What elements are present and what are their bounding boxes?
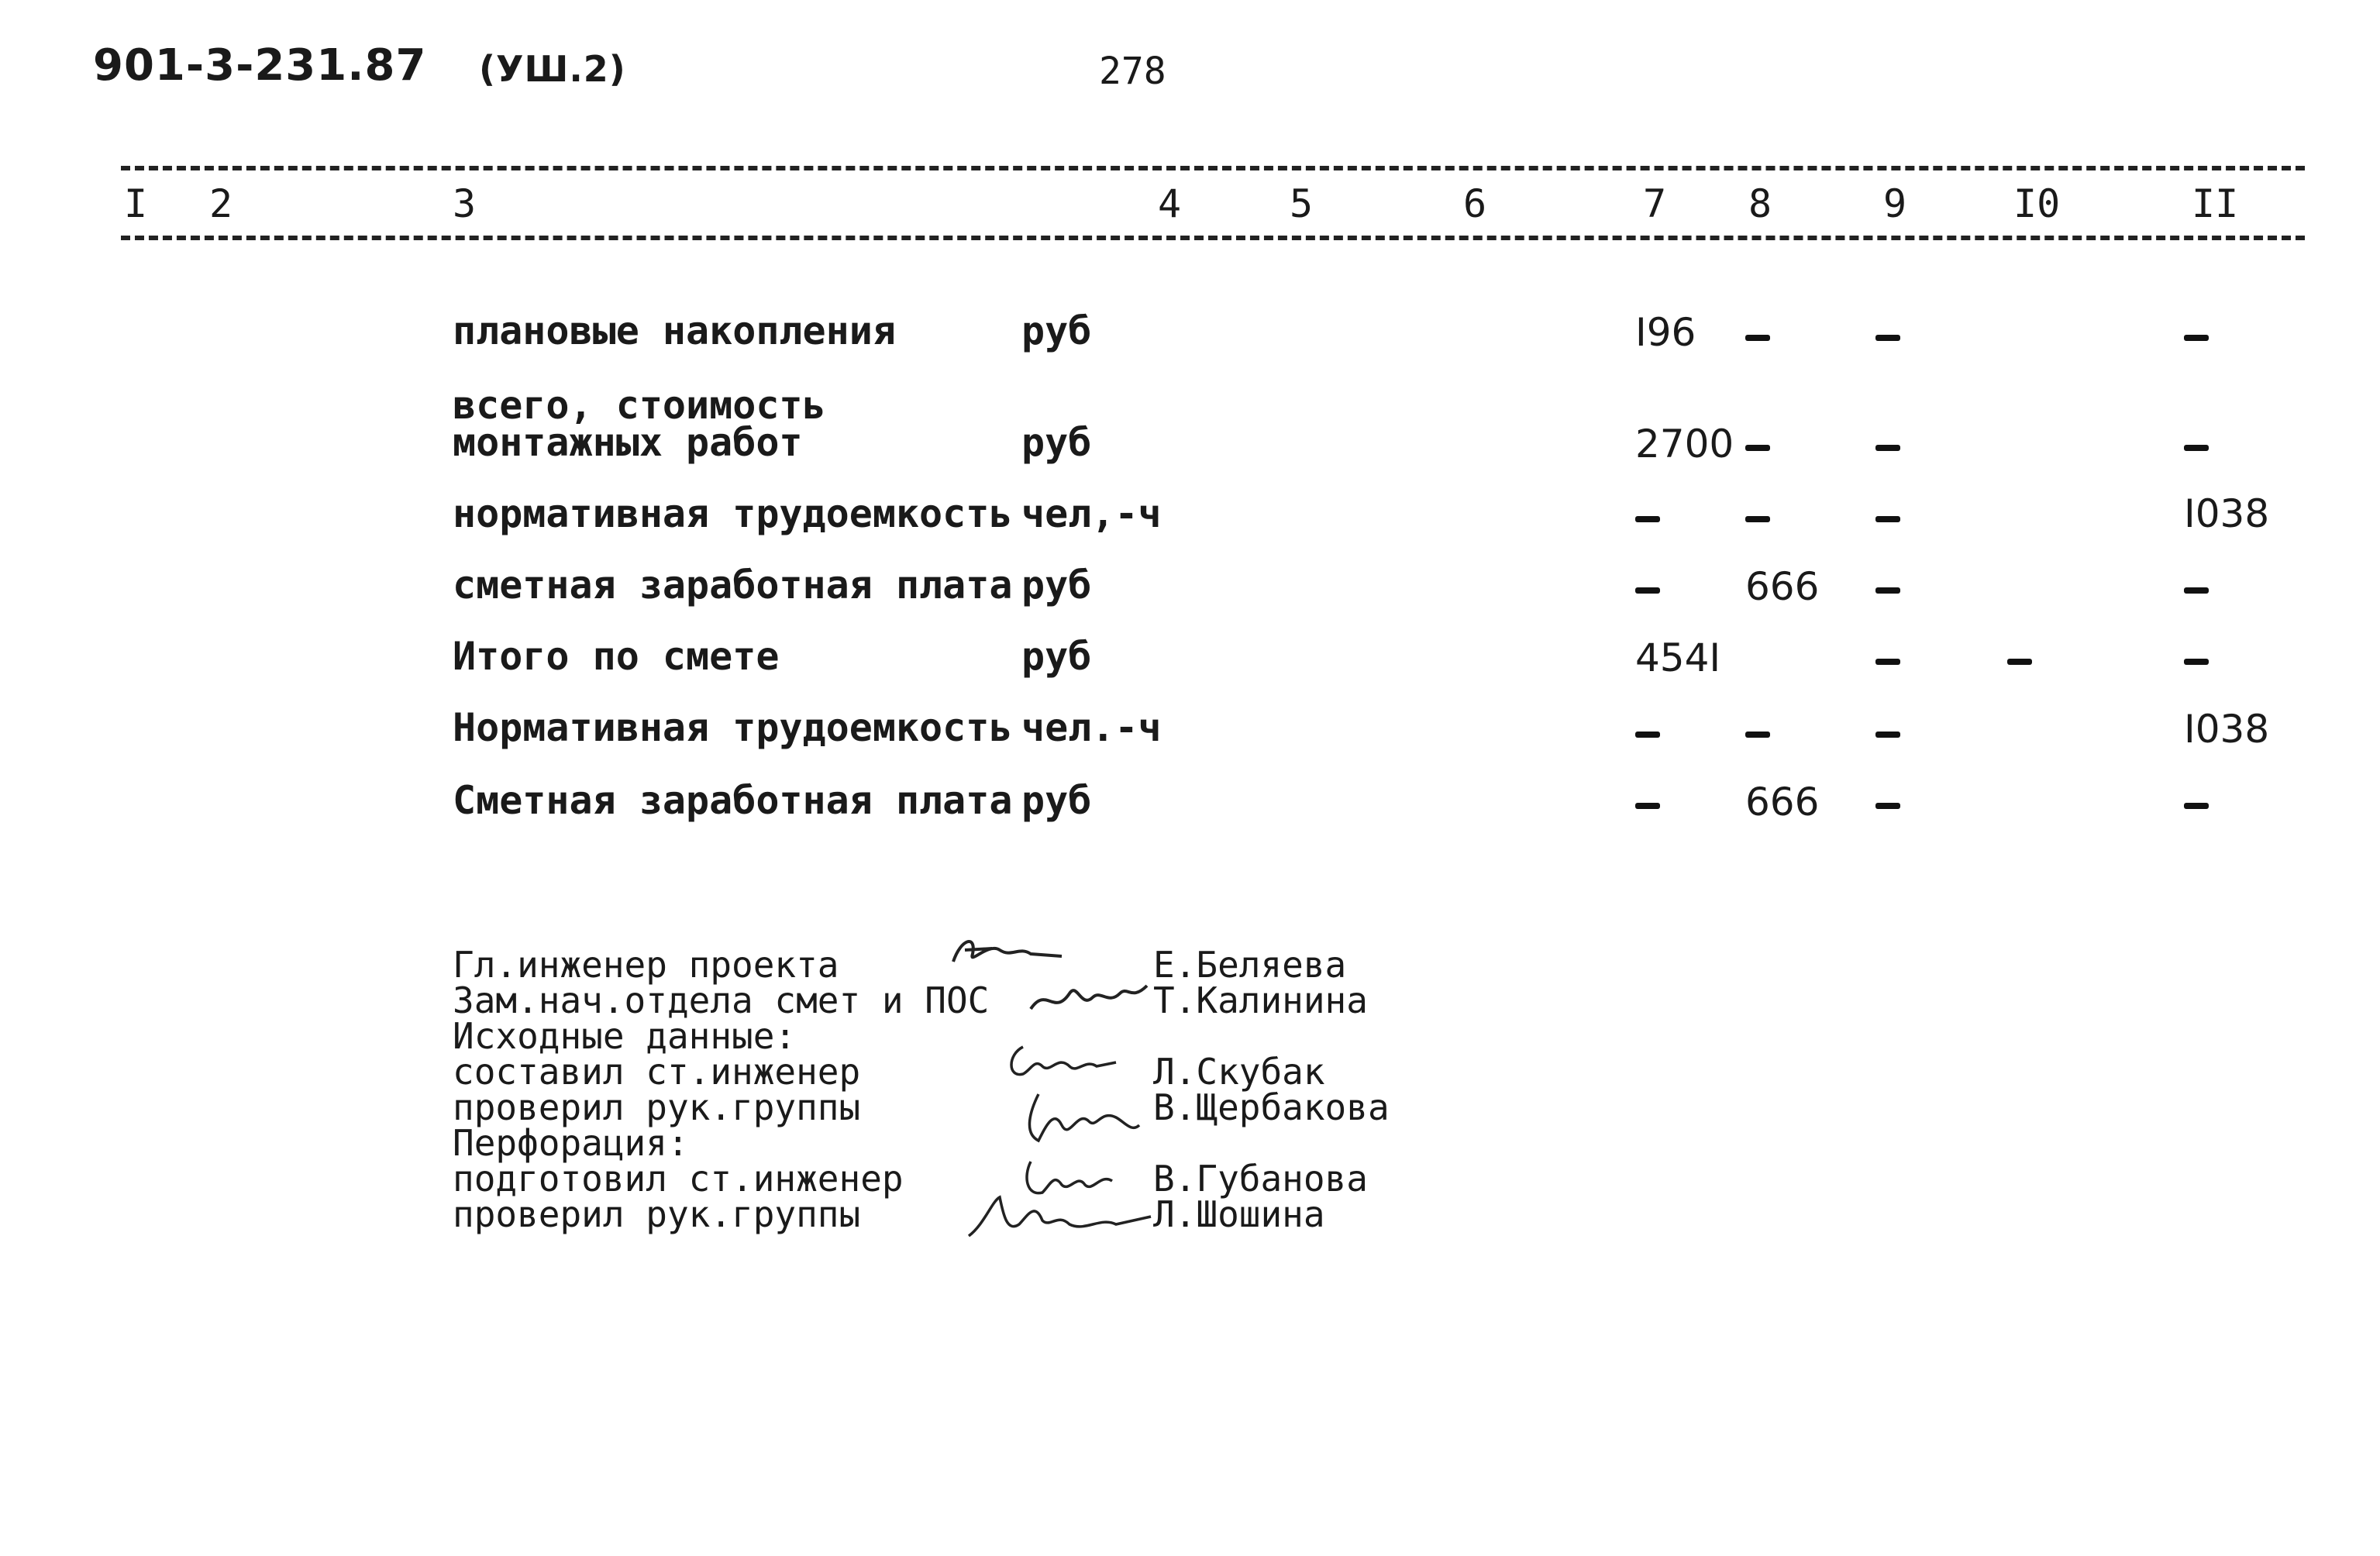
cell-col11: I038: [2184, 491, 2270, 536]
column-header: 6: [1463, 181, 1487, 226]
signature-name: В.Губанова: [1153, 1158, 1368, 1200]
handwritten-signature: [961, 1186, 1162, 1248]
row-unit: руб: [1021, 778, 1092, 823]
dash-col11: [2184, 587, 2209, 594]
row-label: плановые накопления: [453, 308, 896, 353]
cell-col7: 2700: [1635, 422, 1734, 466]
column-header: 5: [1290, 181, 1314, 226]
album-number: (УШ.2): [479, 48, 626, 90]
row-unit: руб: [1021, 308, 1092, 353]
row-label: Итого по смете: [453, 634, 780, 679]
dash-col9: [1875, 587, 1900, 594]
section-label: Перфорация:: [453, 1122, 689, 1164]
row-label: Сметная заработная плата: [453, 778, 1013, 823]
dash-col9: [1875, 803, 1900, 809]
column-header: 4: [1158, 181, 1182, 226]
page-number: 278: [1099, 50, 1166, 93]
signature-role: Зам.нач.отдела смет и ПОС: [453, 979, 990, 1021]
handwritten-signature: [1007, 1079, 1162, 1156]
column-header: 3: [453, 181, 477, 226]
signature-name: В.Щербакова: [1153, 1086, 1390, 1128]
column-header: 8: [1748, 181, 1772, 226]
dash-col7: [1635, 587, 1660, 594]
signature-role: составил ст.инженер: [453, 1051, 861, 1093]
column-header: 7: [1643, 181, 1667, 226]
document-code: 901-3-231.87: [93, 40, 427, 91]
signature-name: Л.Скубак: [1153, 1051, 1325, 1093]
row-label: нормативная трудоемкость: [453, 491, 1013, 536]
cell-col11: I038: [2184, 707, 2270, 752]
row-label-line1: всего, стоимость: [453, 383, 826, 428]
signature-role: подготовил ст.инженер: [453, 1158, 904, 1200]
dash-col7: [1635, 732, 1660, 738]
dash-col11: [2184, 445, 2209, 451]
table-top-rule: [121, 166, 2305, 170]
signature-name: Е.Беляева: [1153, 944, 1347, 986]
signature-role: проверил рук.группы: [453, 1193, 861, 1235]
signature-name: Т.Калинина: [1153, 979, 1368, 1021]
row-unit: руб: [1021, 634, 1092, 679]
dash-col9: [1875, 445, 1900, 451]
table-header-bottom-rule: [121, 236, 2305, 240]
dash-col10: [2007, 659, 2032, 665]
column-header: I: [124, 181, 148, 226]
dash-col8: [1745, 516, 1770, 522]
signature-role: Гл.инженер проекта: [453, 944, 839, 986]
dash-col8: [1745, 445, 1770, 451]
signature-name: Л.Шошина: [1153, 1193, 1325, 1235]
row-unit: чел,-ч: [1021, 491, 1162, 536]
dash-col9: [1875, 516, 1900, 522]
dash-col11: [2184, 803, 2209, 809]
dash-col7: [1635, 803, 1660, 809]
column-header: 2: [209, 181, 233, 226]
dash-col9: [1875, 659, 1900, 665]
row-label: Нормативная трудоемкость: [453, 705, 1013, 750]
column-header: II: [2192, 181, 2239, 226]
cell-col8: 666: [1745, 780, 1820, 824]
cell-col7: 454I: [1635, 635, 1721, 680]
dash-col8: [1745, 732, 1770, 738]
dash-col8: [1745, 335, 1770, 341]
row-label-line2: монтажных работ: [453, 420, 803, 465]
section-label: Исходные данные:: [453, 1015, 797, 1057]
dash-col11: [2184, 659, 2209, 665]
cell-col7: I96: [1635, 310, 1696, 355]
handwritten-signature: [1023, 970, 1170, 1024]
column-header: 9: [1883, 181, 1907, 226]
signature-role: проверил рук.группы: [453, 1086, 861, 1128]
dash-col9: [1875, 335, 1900, 341]
row-unit: руб: [1021, 420, 1092, 465]
row-unit: чел.-ч: [1021, 705, 1162, 750]
column-header: I0: [2013, 181, 2061, 226]
cell-col8: 666: [1745, 564, 1820, 609]
dash-col9: [1875, 732, 1900, 738]
row-label: сметная заработная плата: [453, 563, 1013, 608]
dash-col7: [1635, 516, 1660, 522]
row-unit: руб: [1021, 563, 1092, 608]
dash-col11: [2184, 335, 2209, 341]
